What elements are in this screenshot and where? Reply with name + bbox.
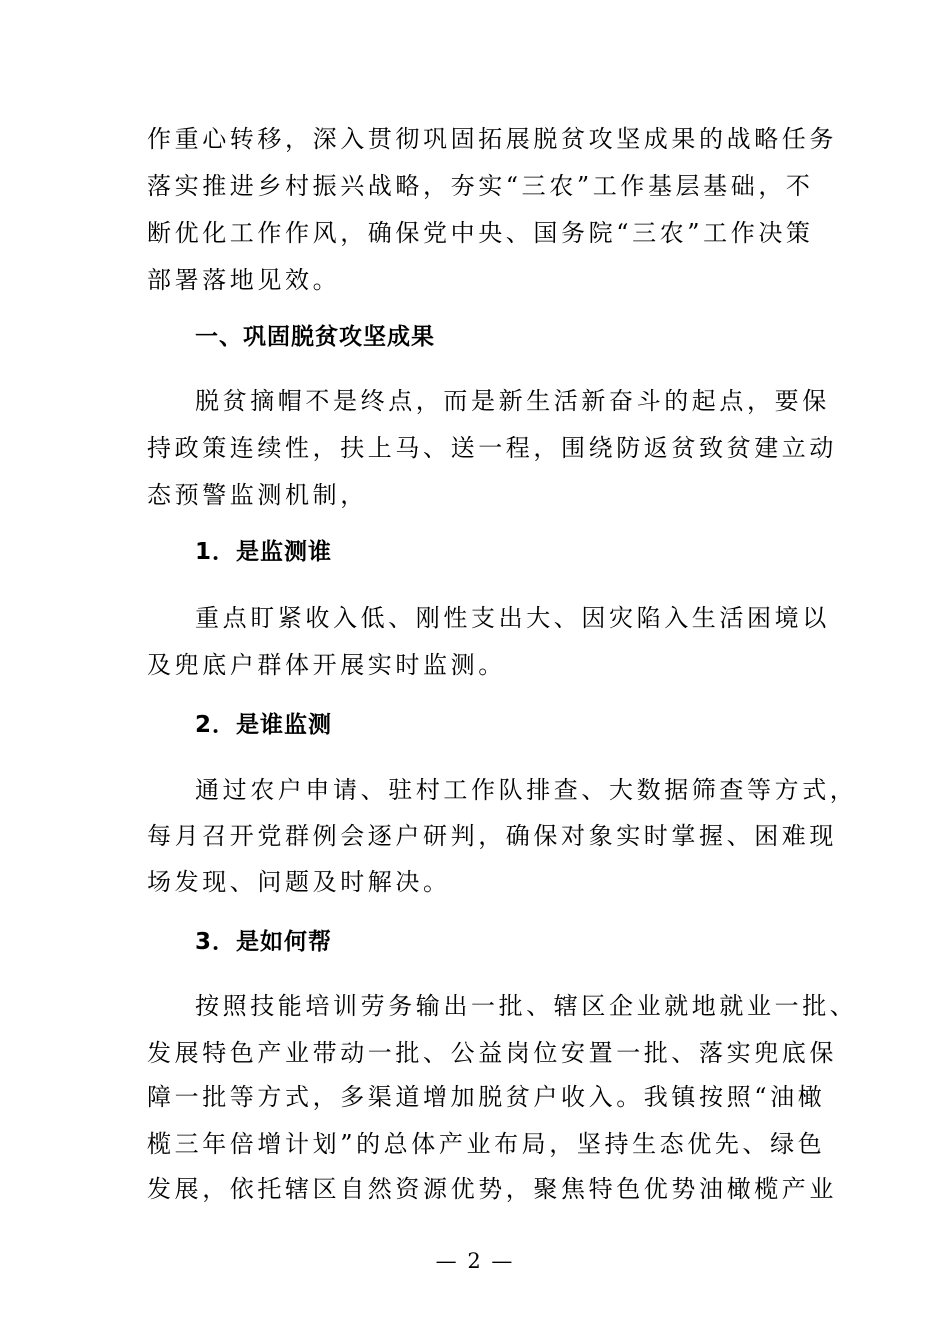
paragraph-line: 脱贫摘帽不是终点，而是新生活新奋斗的起点，要保 bbox=[195, 387, 830, 415]
paragraph-line: 持政策连续性，扶上马、送一程，围绕防返贫致贫建立动 bbox=[147, 434, 837, 462]
paragraph-line: 断优化工作作风，确保党中央、国务院“三农”工作决策 bbox=[147, 219, 814, 247]
section-heading: 一、巩固脱贫攻坚成果 bbox=[195, 324, 435, 350]
subsection-heading: 3．是如何帮 bbox=[195, 929, 333, 955]
paragraph-line: 发展，依托辖区自然资源优势，聚焦特色优势油橄榄产业 bbox=[147, 1175, 837, 1203]
page-number: — 2 — bbox=[435, 1249, 515, 1273]
paragraph-line: 落实推进乡村振兴战略，夯实“三农”工作基层基础，不 bbox=[147, 172, 814, 200]
paragraph-line: 发展特色产业带动一批、公益岗位安置一批、落实兜底保 bbox=[147, 1039, 837, 1067]
paragraph-line: 每月召开党群例会逐户研判，确保对象实时掌握、困难现 bbox=[147, 822, 837, 850]
paragraph-line: 重点盯紧收入低、刚性支出大、因灾陷入生活困境以 bbox=[195, 604, 830, 632]
paragraph-line: 障一批等方式，多渠道增加脱贫户收入。我镇按照“油橄 bbox=[147, 1083, 826, 1111]
paragraph-line: 态预警监测机制， bbox=[147, 481, 368, 509]
paragraph-line: 作重心转移，深入贯彻巩固拓展脱贫攻坚成果的战略任务 bbox=[147, 125, 837, 153]
subsection-heading: 1．是监测谁 bbox=[195, 539, 333, 565]
paragraph-line: 场发现、问题及时解决。 bbox=[147, 868, 451, 896]
paragraph-line: 通过农户申请、驻村工作队排查、大数据筛查等方式， bbox=[195, 776, 858, 804]
paragraph-line: 按照技能培训劳务输出一批、辖区企业就地就业一批、 bbox=[195, 992, 858, 1020]
paragraph-line: 部署落地见效。 bbox=[147, 266, 341, 294]
paragraph-line: 及兜底户群体开展实时监测。 bbox=[147, 651, 506, 679]
subsection-heading: 2．是谁监测 bbox=[195, 712, 333, 738]
paragraph-line: 榄三年倍增计划”的总体产业布局，坚持生态优先、绿色 bbox=[147, 1130, 826, 1158]
